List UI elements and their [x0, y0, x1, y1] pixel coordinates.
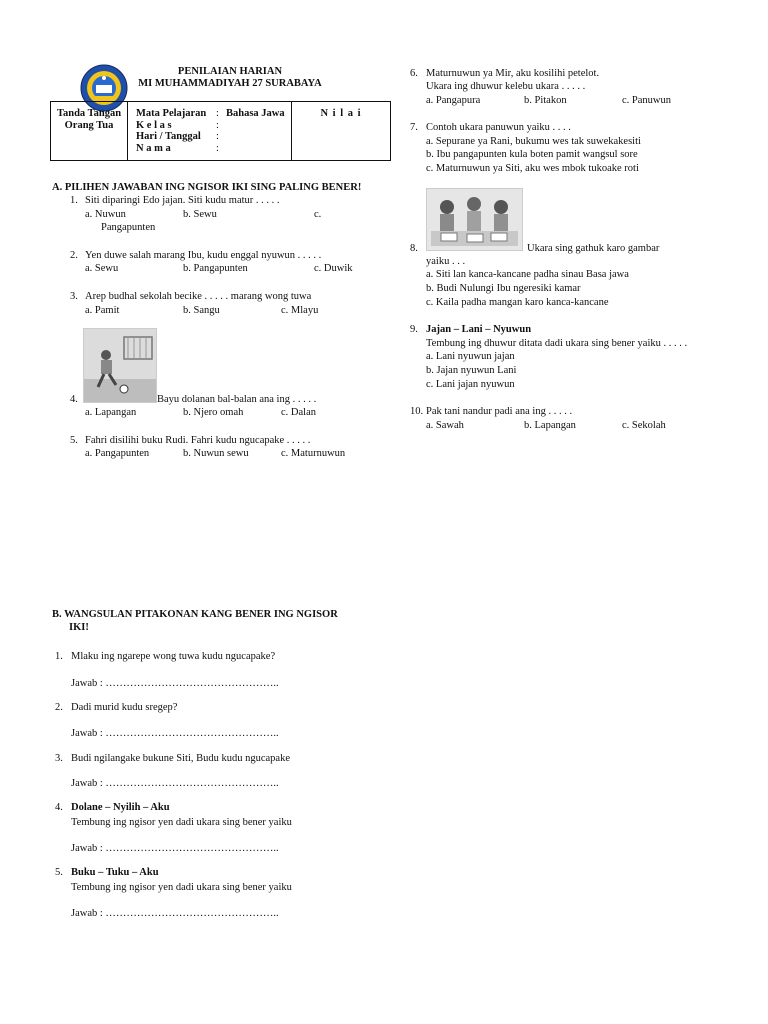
q5-option-b: b. Nuwun sewu — [183, 448, 249, 459]
q1-option-c: c. — [314, 209, 322, 220]
q8-number: 8. — [410, 243, 418, 254]
identity-table — [50, 101, 391, 161]
q1-option-b: b. Sewu — [183, 209, 217, 220]
b5-text: Buku – Tuku – Aku — [71, 867, 159, 878]
q8-option-a: a. Siti lan kanca-kancane padha sinau Basa jawa — [426, 269, 629, 280]
field-row: N a m a : — [136, 142, 219, 154]
q6-option-c: c. Panuwun — [622, 95, 671, 106]
q4-text: Bayu dolanan bal-balan ana ing . . . . . — [157, 394, 317, 405]
q2-option-c: c. Duwik — [314, 263, 353, 274]
q6-option-b: b. Pitakon — [524, 95, 567, 106]
q7-text: Contoh ukara panuwun yaiku . . . . — [426, 122, 571, 133]
q1-text: Siti diparingi Edo jajan. Siti kudu matur . . . . . — [85, 195, 280, 206]
q6-text-2: Ukara ing dhuwur kelebu ukara . . . . . — [426, 81, 586, 92]
doc-title: PENILAIAN HARIAN — [177, 66, 283, 77]
b2-text: Dadi murid kudu sregep? — [71, 702, 178, 713]
q7-option-b: b. Ibu pangapunten kula boten pamit wangsul sore — [426, 149, 638, 160]
q4-option-a: a. Lapangan — [85, 407, 137, 418]
q10-number: 10. — [410, 406, 424, 417]
q1-option-a: a. Nuwun — [85, 209, 126, 220]
q8-option-c: c. Kaila padha mangan karo kanca-kancane — [426, 297, 609, 308]
q5-text: Fahri disilihi buku Rudi. Fahri kudu ngucapake . . . . . — [85, 435, 311, 446]
q8-option-b: b. Budi Nulungi Ibu ngeresiki kamar — [426, 283, 581, 294]
b1-number: 1. — [55, 651, 63, 662]
q3-option-a: a. Pamit — [85, 305, 120, 316]
q7-option-c: c. Maturnuwun ya Siti, aku wes mbok tukoake roti — [426, 163, 639, 174]
q2-text: Yen duwe salah marang Ibu, kudu enggal nyuwun . . . . . — [85, 250, 322, 261]
q5-option-c: c. Maturnuwun — [281, 448, 346, 459]
q1-number: 1. — [70, 195, 78, 206]
q6-option-a: a. Pangapura — [426, 95, 481, 106]
q3-text: Arep budhal sekolah becike . . . . . marang wong tuwa — [85, 291, 312, 302]
b4-answer-line[interactable]: Jawab : ………………………………………….. — [71, 843, 279, 854]
q6-number: 6. — [410, 68, 418, 79]
study-illustration — [426, 188, 523, 251]
b3-number: 3. — [55, 753, 63, 764]
field-row: K e l a s : — [136, 119, 219, 131]
field-row: Hari / Tanggal : — [136, 131, 219, 142]
q9-text: Jajan – Lani – Nyuwun — [426, 324, 532, 335]
q3-option-b: b. Sangu — [183, 305, 220, 316]
b5-number: 5. — [55, 867, 63, 878]
b3-text: Budi ngilangake bukune Siti, Budu kudu ngucapake — [71, 753, 291, 764]
b2-number: 2. — [55, 702, 63, 713]
q10-text: Pak tani nandur padi ana ing . . . . . — [426, 406, 573, 417]
q9-option-b: b. Jajan nyuwun Lani — [426, 365, 517, 376]
q5-option-a: a. Pangapunten — [85, 448, 150, 459]
q2-option-b: b. Pangapunten — [183, 263, 248, 274]
school-name: MI MUHAMMADIYAH 27 SURABAYA — [138, 78, 322, 89]
q3-option-c: c. Mlayu — [281, 305, 319, 316]
score-label: N i l a i — [292, 102, 391, 161]
b1-text: Mlaku ing ngarepe wong tuwa kudu ngucapake? — [71, 651, 276, 662]
b4-text: Dolane – Nyilih – Aku — [71, 802, 170, 813]
q10-option-a: a. Sawah — [426, 420, 464, 431]
q5-number: 5. — [70, 435, 78, 446]
b1-answer-line[interactable]: Jawab : ………………………………………….. — [71, 678, 279, 689]
identity-fields — [128, 102, 292, 161]
q8-text-2: yaiku . . . — [426, 256, 466, 267]
q9-text-2: Tembung ing dhuwur ditata dadi ukara sing bener yaiku . . . . . — [426, 338, 688, 349]
q3-number: 3. — [70, 291, 78, 302]
q8-text: Ukara sing gathuk karo gambar — [527, 243, 660, 254]
q2-option-a: a. Sewu — [85, 263, 119, 274]
q4-option-c: c. Dalan — [281, 407, 316, 418]
q9-number: 9. — [410, 324, 418, 335]
signature-label: Tanda Tangan Orang Tua — [51, 102, 128, 161]
q4-option-b: b. Njero omah — [183, 407, 244, 418]
section-b-heading: B. WANGSULAN PITAKONAN KANG BENER ING NGISOR — [52, 609, 338, 620]
b2-answer-line[interactable]: Jawab : ………………………………………….. — [71, 728, 279, 739]
section-b-heading-2: IKI! — [69, 622, 89, 633]
field-row: Mata Pelajaran : Bahasa Jawa — [136, 108, 285, 119]
q1-option-c-text: Pangapunten — [101, 222, 156, 233]
b4-text-2: Tembung ing ngisor yen dadi ukara sing bener yaiku — [71, 817, 292, 828]
b3-answer-line[interactable]: Jawab : ………………………………………….. — [71, 778, 279, 789]
q9-option-c: c. Lani jajan nyuwun — [426, 379, 515, 390]
q7-number: 7. — [410, 122, 418, 133]
soccer-illustration — [83, 328, 157, 403]
q2-number: 2. — [70, 250, 78, 261]
b5-text-2: Tembung ing ngisor yen dadi ukara sing bener yaiku — [71, 882, 292, 893]
b5-answer-line[interactable]: Jawab : ………………………………………….. — [71, 908, 279, 919]
q9-option-a: a. Lani nyuwun jajan — [426, 351, 515, 362]
q10-option-c: c. Sekolah — [622, 420, 666, 431]
q4-number: 4. — [70, 394, 78, 405]
q10-option-b: b. Lapangan — [524, 420, 576, 431]
b4-number: 4. — [55, 802, 63, 813]
q6-text: Maturnuwun ya Mir, aku kosilihi petelot. — [426, 68, 600, 79]
q7-option-a: a. Sepurane ya Rani, bukumu wes tak suwekakesiti — [426, 136, 641, 147]
section-a-heading: A. PILIHEN JAWABAN ING NGISOR IKI SING PALING BENER! — [52, 182, 362, 193]
